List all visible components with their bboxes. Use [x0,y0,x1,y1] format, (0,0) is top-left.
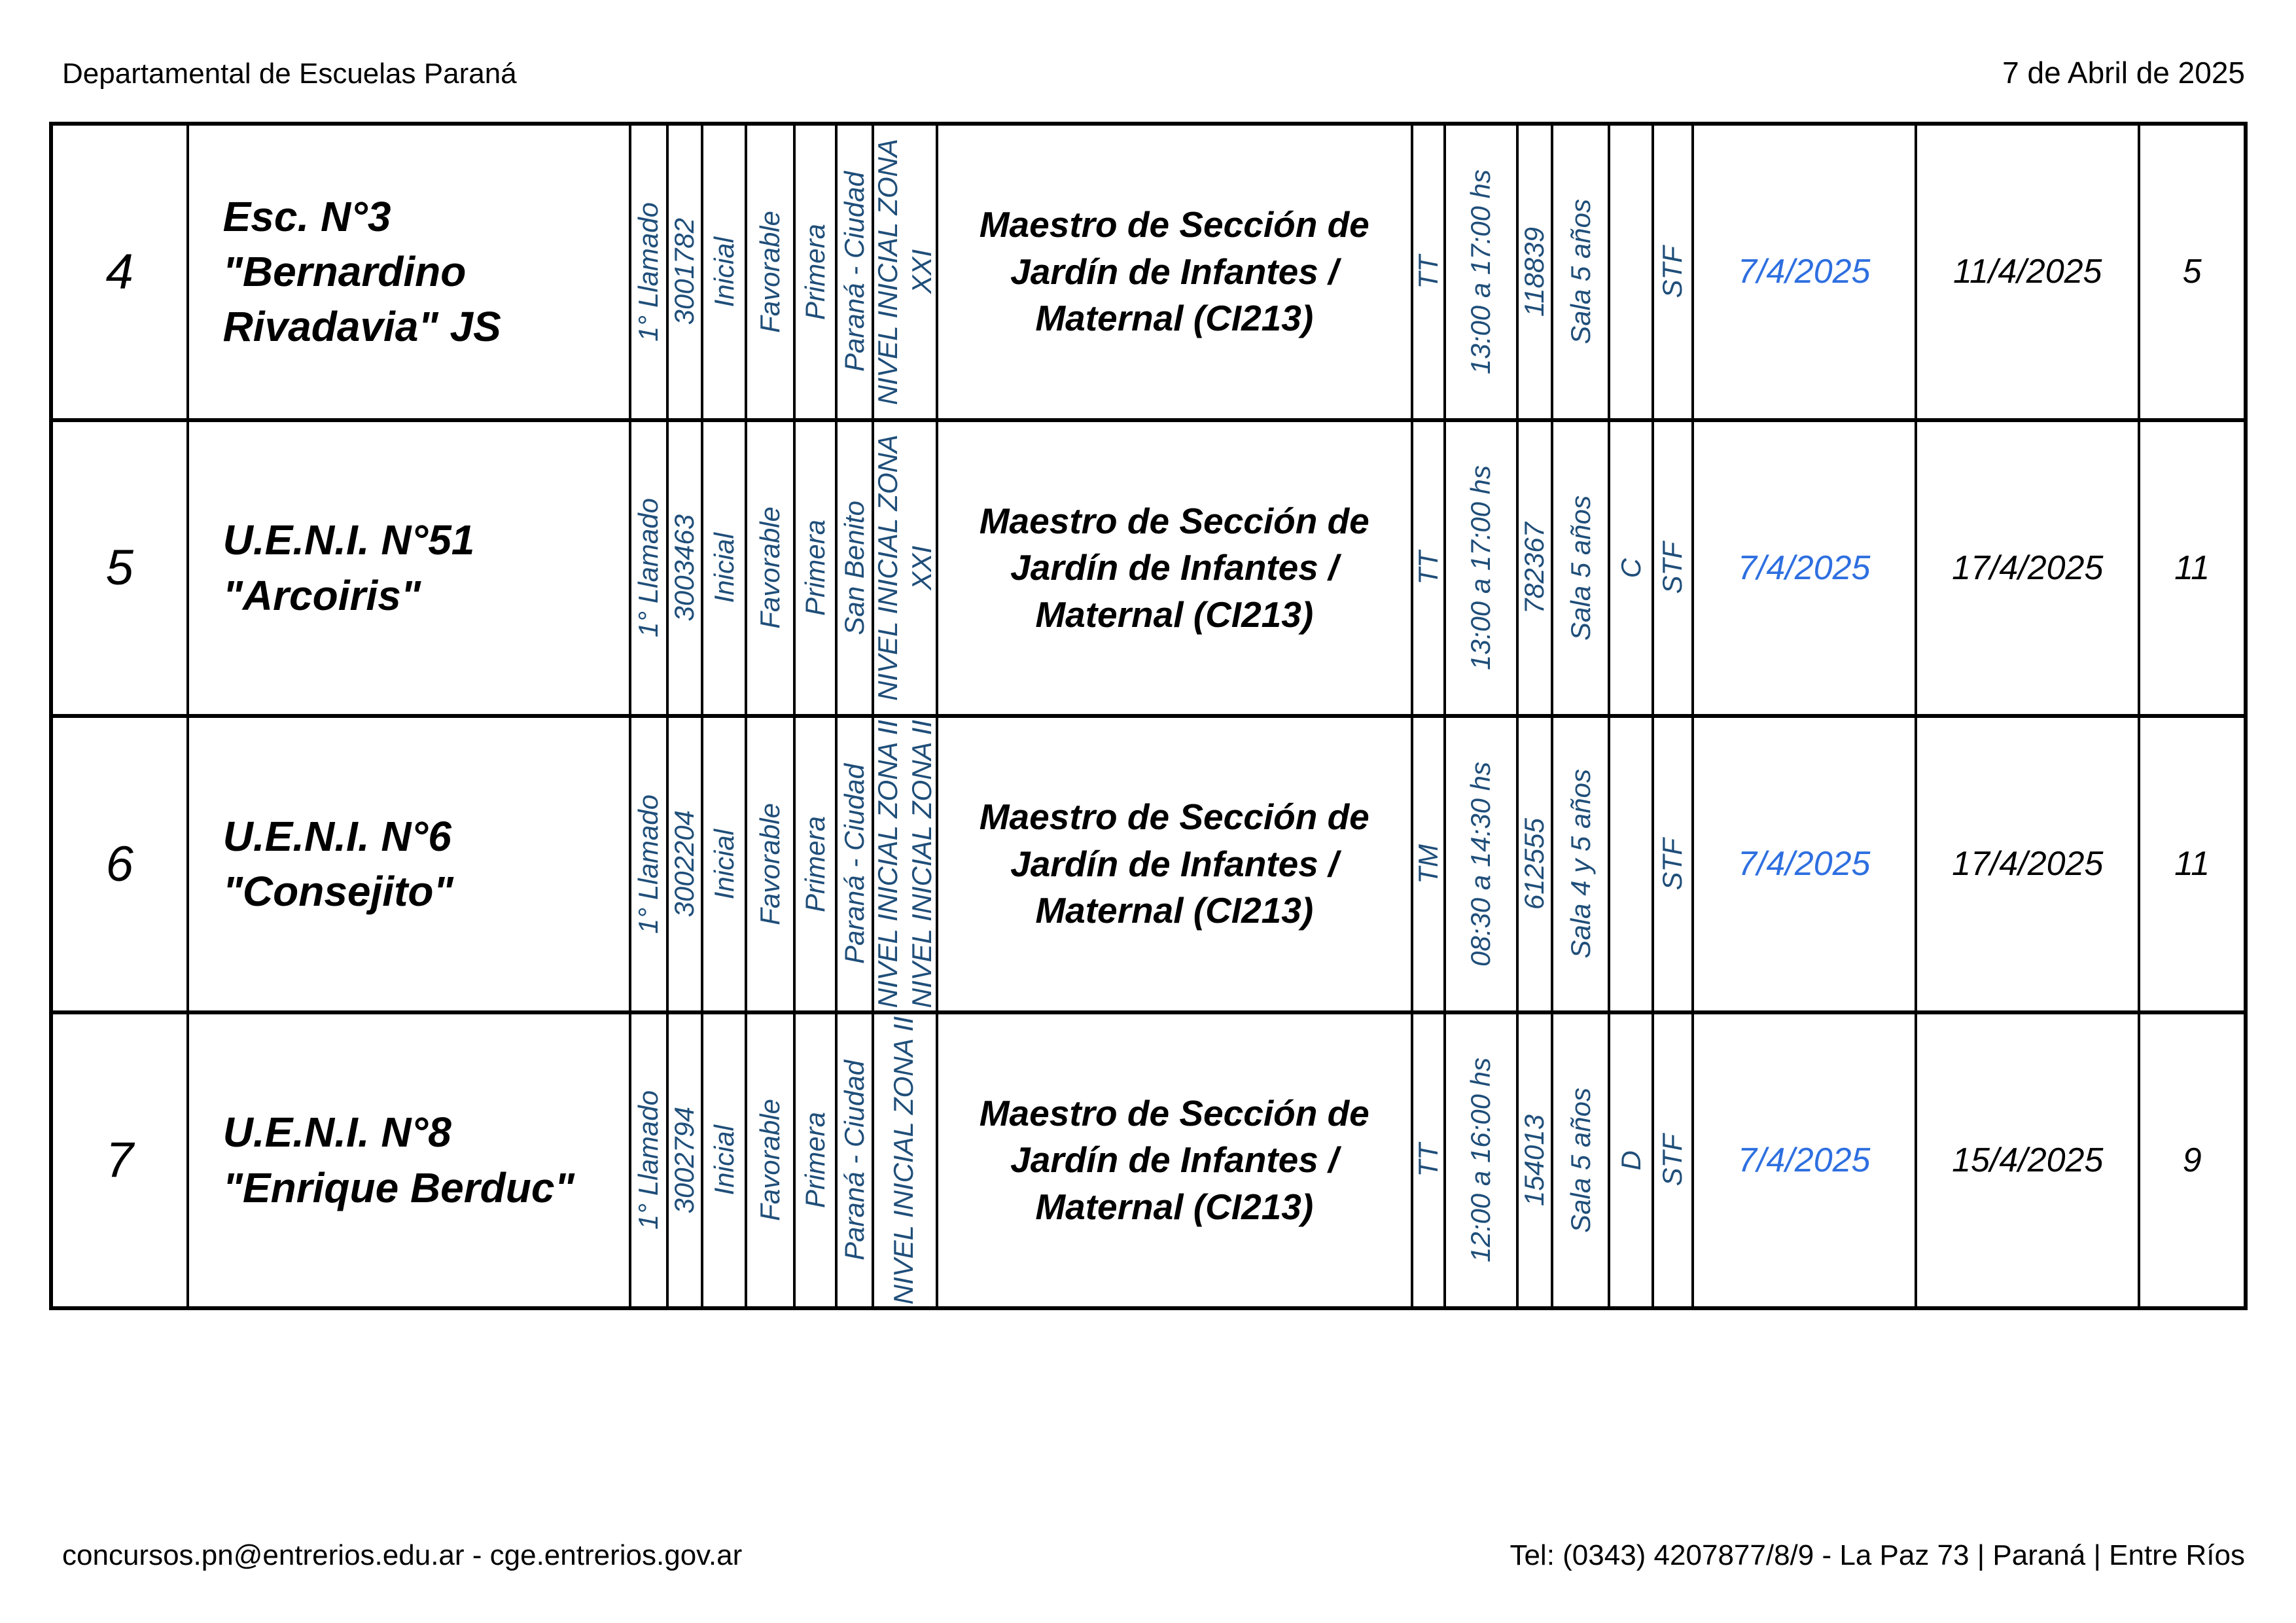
cell-localidad: San Benito [838,422,875,715]
table-row [53,126,2244,422]
cell-zona: NIVEL INICIAL ZONA XXI [874,126,938,418]
cell-localidad: Paraná - Ciudad [838,718,875,1010]
cell-cargo: Maestro de Sección de Jardín de Infantes / Maternal (CI213) [938,1014,1414,1307]
fecha-publicacion-link[interactable]: 7/4/2025 [1738,1141,1871,1179]
cell-cargo: Maestro de Sección de Jardín de Infantes / Maternal (CI213) [938,422,1414,715]
cell-horario: 13:00 a 17:00 hs [1446,126,1518,418]
cell-caracter: STF [1654,1014,1693,1307]
cell-row-number: 6 [53,718,189,1010]
cell-turno: TT [1413,126,1446,418]
cell-row-number: 5 [53,422,189,715]
cell-zona: NIVEL INICIAL ZONA II [874,1014,938,1307]
cell-llamado: 1° Llamado [631,126,669,418]
cell-school-name: U.E.N.I. N°51 "Arcoiris" [189,422,631,715]
cell-numero-suplencia: 118839 [1519,126,1554,418]
cell-localidad: Paraná - Ciudad [838,126,875,418]
cell-turno: TM [1413,718,1446,1010]
cell-dictamen: Favorable [747,1014,796,1307]
cell-dias: 11 [2174,845,2210,883]
cell-sala: Sala 4 y 5 años [1553,718,1610,1010]
vacancies-table [49,122,2248,1310]
cell-localidad: Paraná - Ciudad [838,1014,875,1307]
cell-seccion-letra [1610,126,1654,418]
cell-fecha-toma: 15/4/2025 [1917,1014,2140,1307]
cell-cargo: Maestro de Sección de Jardín de Infantes / Maternal (CI213) [938,718,1414,1010]
cell-row-number: 4 [53,126,189,418]
cell-fecha-publicacion [1694,422,1917,715]
cell-nivel: Inicial [703,422,747,715]
cell-fecha-toma: 17/4/2025 [1917,422,2140,715]
cell-fecha-toma: 11/4/2025 [1917,126,2140,418]
cell-dias: 11 [2174,548,2210,587]
cell-nivel: Inicial [703,1014,747,1307]
cell-llamado: 1° Llamado [631,1014,669,1307]
cell-turno: TT [1413,422,1446,715]
fecha-publicacion-link[interactable]: 7/4/2025 [1738,845,1871,883]
table-row [53,1014,2244,1307]
cell-codigo-puesto: 3002794 [669,1014,704,1307]
cell-school-name: Esc. N°3 "Bernardino Rivadavia" JS [189,126,631,418]
page-footer-address: Tel: (0343) 4207877/8/9 - La Paz 73 | Paraná | Entre Ríos [1510,1539,2245,1571]
cell-codigo-puesto: 3002204 [669,718,704,1010]
cell-sala: Sala 5 años [1553,126,1610,418]
cell-sala: Sala 5 años [1553,1014,1610,1307]
cell-numero-suplencia: 782367 [1519,422,1554,715]
cell-numero-suplencia: 612555 [1519,718,1554,1010]
page-footer-contact: concursos.pn@entrerios.edu.ar - cge.entrerios.gov.ar [62,1539,743,1571]
cell-zona: NIVEL INICIAL ZONA II NIVEL INICIAL ZONA II [874,718,938,1010]
cell-horario: 12:00 a 16:00 hs [1446,1014,1518,1307]
fecha-publicacion-link[interactable]: 7/4/2025 [1738,253,1871,291]
cell-seccion-letra [1610,718,1654,1010]
cell-caracter: STF [1654,718,1693,1010]
cell-horario: 08:30 a 14:30 hs [1446,718,1518,1010]
page-header-date: 7 de Abril de 2025 [2002,56,2245,90]
cell-fecha-publicacion [1694,126,1917,418]
cell-turno: TT [1413,1014,1446,1307]
cell-dias: 9 [2182,1141,2202,1179]
table-row [53,422,2244,719]
cell-dictamen: Favorable [747,126,796,418]
cell-categoria: Primera [796,1014,838,1307]
cell-dictamen: Favorable [747,718,796,1010]
cell-sala: Sala 5 años [1553,422,1610,715]
cell-caracter: STF [1654,422,1693,715]
cell-zona: NIVEL INICIAL ZONA XXI [874,422,938,715]
cell-row-number: 7 [53,1014,189,1307]
cell-school-name: U.E.N.I. N°6 "Consejito" [189,718,631,1010]
cell-categoria: Primera [796,422,838,715]
cell-fecha-publicacion [1694,1014,1917,1307]
cell-dias: 5 [2182,253,2202,291]
cell-horario: 13:00 a 17:00 hs [1446,422,1518,715]
cell-dictamen: Favorable [747,422,796,715]
page-header-title: Departamental de Escuelas Paraná [62,58,517,90]
cell-caracter: STF [1654,126,1693,418]
cell-llamado: 1° Llamado [631,422,669,715]
cell-cargo: Maestro de Sección de Jardín de Infantes / Maternal (CI213) [938,126,1414,418]
cell-seccion-letra: C [1610,422,1654,715]
cell-fecha-publicacion [1694,718,1917,1010]
cell-school-name: U.E.N.I. N°8 "Enrique Berduc" [189,1014,631,1307]
cell-fecha-toma: 17/4/2025 [1917,718,2140,1010]
cell-llamado: 1° Llamado [631,718,669,1010]
cell-codigo-puesto: 3001782 [669,126,704,418]
cell-nivel: Inicial [703,718,747,1010]
table-row [53,718,2244,1014]
cell-nivel: Inicial [703,126,747,418]
cell-codigo-puesto: 3003463 [669,422,704,715]
fecha-publicacion-link[interactable]: 7/4/2025 [1738,548,1871,587]
cell-categoria: Primera [796,126,838,418]
cell-categoria: Primera [796,718,838,1010]
cell-numero-suplencia: 154013 [1519,1014,1554,1307]
cell-seccion-letra: D [1610,1014,1654,1307]
